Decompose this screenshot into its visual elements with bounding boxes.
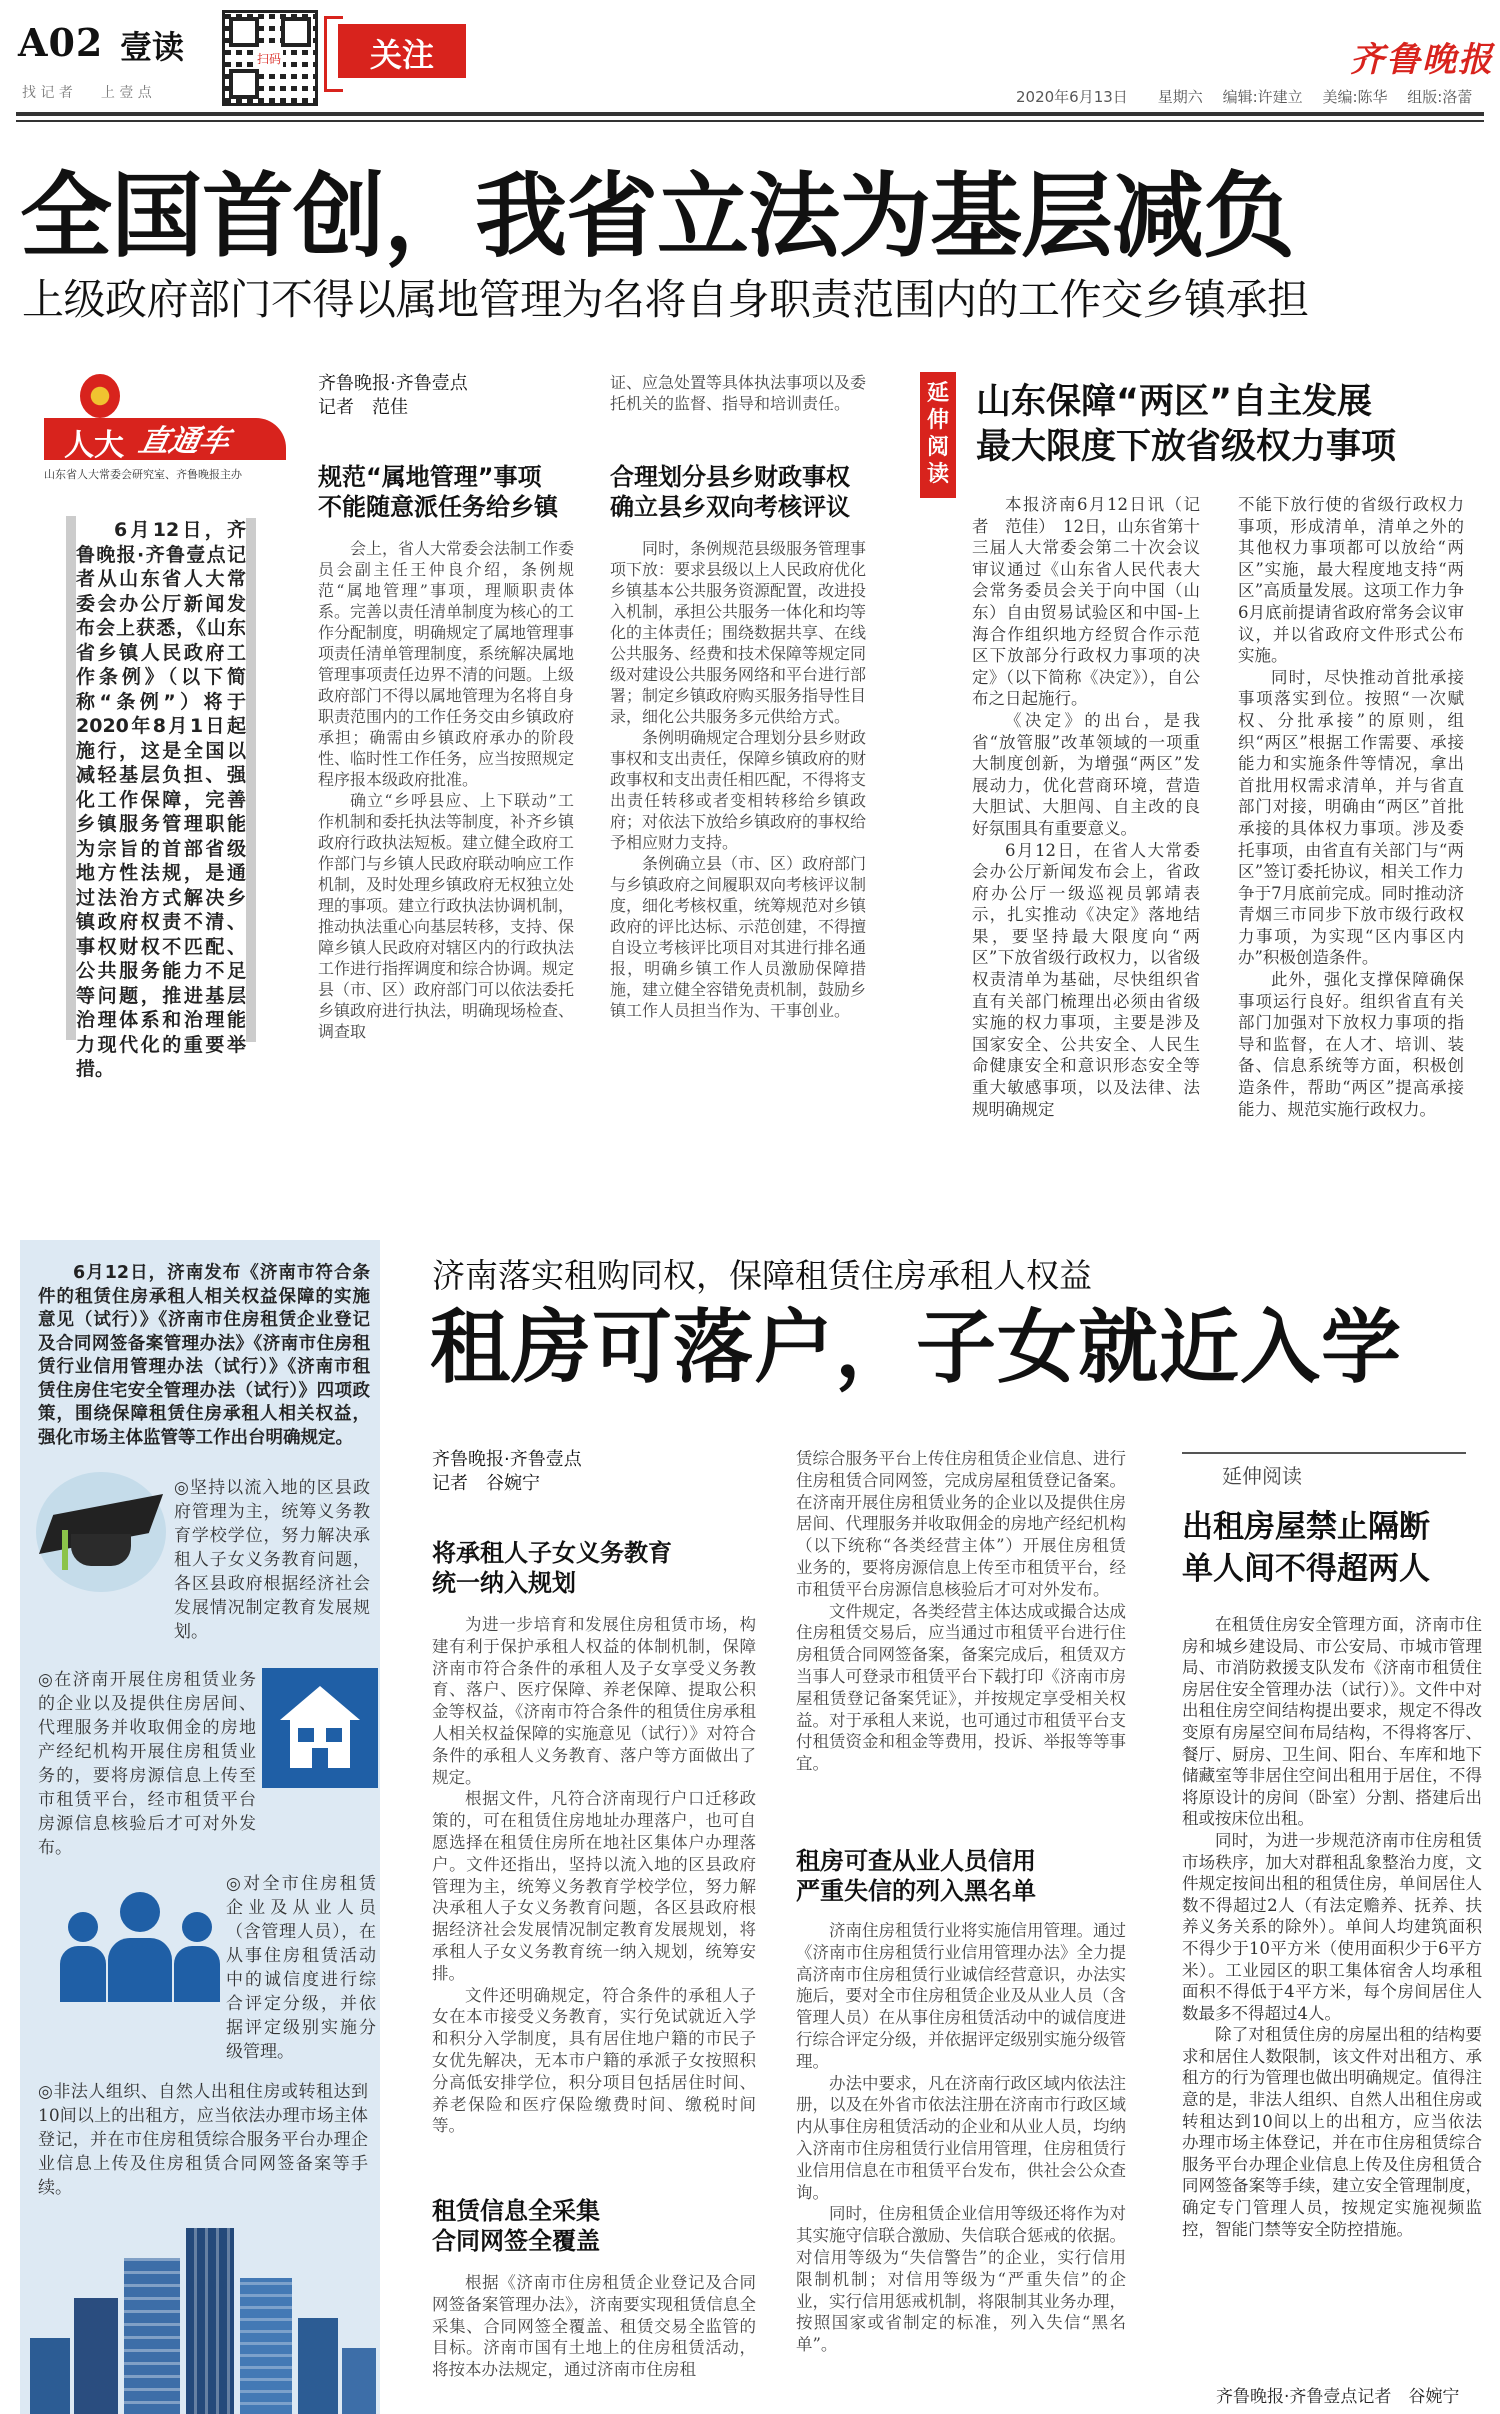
rental-text-col1b: 根据《济南市住房租赁企业登记及合同网签备案管理办法》，济南要实现租赁信息全采集、合同网签全覆盖、租赁交易全监管的目标。济南市国有土地上的住房租赁活动，将按本办法规定，通过济南市住房租 bbox=[432, 2273, 756, 2380]
ext2-byline: 齐鲁晚报·齐鲁壹点记者 谷婉宁 bbox=[1216, 2387, 1460, 2407]
date-line bbox=[1016, 86, 1472, 107]
rental-byline: 齐鲁晚报·齐鲁壹点 记者 谷婉宁 bbox=[432, 1449, 582, 1494]
rental-title: 租房可落户，子女就近入学 bbox=[430, 1301, 1402, 1394]
editor: 编辑:许建立 bbox=[1222, 88, 1303, 106]
people-icon bbox=[60, 1892, 220, 2002]
ext2-tag-frame bbox=[1182, 1452, 1466, 1490]
section-sub-label: 找 记 者 上 壹 点 bbox=[22, 85, 152, 101]
channel-tag-label: 关注 bbox=[369, 36, 434, 74]
ext1-tag bbox=[920, 372, 956, 498]
npc-logo-text: 人大 bbox=[64, 428, 124, 463]
ext1-text-2: 不能下放行使的省级行政权力事项，形成清单，清单之外的其他权力事项都可以放给“两区”实施，最大程度地支持“两区”高质量发展。这项工作力争6月底前提请省政府常务会议审议，并以省政府文件形式公布实施。 同时，尽快推动首批承接事项落实到位。按照“一次赋权、分批承接”的原则，组织“两区”根据工作需要、承接能力和实施条件等情况，拿出首批用权需求清单，并与省直部门对接，明确由“两区”首批承接的具体权力事项。涉及委托事项，由省直有关部门与“两区”签订委托协议，相关工作力争于7月底前完成。同时推动济青烟三市同步下放市级行政权力事项，为实现“区内事区内办”积极创造条件。 此外，强化支撑保障确保事项运行良好。组织省直有关部门加强对下放权力事项的指导和监督，在人才、培训、装备、信息系统等方面，积极创造条件，帮助“两区”提高承接能力、规范实施行政权力。 bbox=[1238, 495, 1464, 1119]
rental-bullet-1: ◎坚持以流入地的区县政府管理为主，统筹义务教育学校学位，努力解决承租人子女义务教育问题，各区县政府根据经济社会发展情况制定教育发展规划。 bbox=[174, 1478, 370, 1642]
graduation-cap-icon bbox=[36, 1472, 166, 1592]
article1-subhead-1: 规范“属地管理”事项 不能随意派任务给乡镇 bbox=[318, 463, 558, 521]
ext2-tag: 延伸阅读 bbox=[1222, 1464, 1302, 1488]
article1-text-2: 证、应急处置等具体执法事项以及委托机关的监督、指导和培训责任。 bbox=[610, 373, 867, 413]
ext1-tag-label: 延伸阅读 bbox=[926, 381, 949, 487]
header-rule-thin bbox=[16, 120, 1484, 122]
section-divider bbox=[0, 1172, 1500, 1202]
article1-text-3: 同时，条例规范县级服务管理事项下放：要求县级以上人民政府优化乡镇基本公共服务资源配置，改进投入机制，承担公共服务一体化和均等化的主体责任；围绕数据共享、在线公共服务、经费和技术保障等规定同级对建设公共服务网络和平台进行部署；制定乡镇政府购买服务指导性目录，细化公共服务多元供给方式。 条例明确规定合理划分县乡财政事权和支出责任，保障乡镇政府的财政事权和支出责任相匹配，不得将支出责任转移或者变相转移给乡镇政府；对依法下放给乡镇政府的事权给予相应财力支持。 条例确立县（市、区）政府部门与乡镇政府之间履职双向考核评议制度，细化考核权重，统筹规范对乡镇政府的评比达标、示范创建，不得擅自设立考核评比项目对其进行排名通报，明确乡镇工作人员激励保障措施，建立健全容错免责机制，鼓励乡镇工作人员担当作为、干事创业。 bbox=[610, 539, 867, 1020]
qr-label: 扫码 bbox=[255, 49, 283, 68]
ext2-text: 在租赁住房安全管理方面，济南市住房和城乡建设局、市公安局、市城市管理局、市消防救援支队发布《济南市租赁住房居住安全管理办法（试行）》。文件中对出租住房空间结构提出要求，规定不得改变原有房屋空间布局结构，不得将客厅、餐厅、厨房、卫生间、阳台、车库和地下储藏室等非居住空间出租用于居住，不得将原设计的房间（卧室）分割、搭建后出租或按床位出租。 同时，为进一步规范济南市住房租赁市场秩序，加大对群租乱象整治力度，文件规定按间出租的租赁住房，单间居住人数不得超过2人（有法定赡养、抚养、扶养义务关系的除外）。单间人均建筑面积不得少于10平方米（使用面积少于6平方米）。工业园区的职工集体宿舍人均承租面积不得低于4平方米，每个房间居住人数最多不得超过4人。 除了对租赁住房的房屋出租的结构要求和居住人数限制，该文件对出租方、承租方的行为管理也做出明确规定。值得注意的是，非法人组织、自然人出租住房或转租达到10间以上的出租方，应当依法办理市场主体登记，并在市住房租赁综合服务平台办理企业信息上传及住房租赁合同网签备案等手续，建立安全管理制度，确定专门管理人员，按规定实施视频监控，智能门禁等安全防控措施。 bbox=[1182, 1615, 1482, 2239]
house-icon bbox=[262, 1668, 378, 1788]
channel-tag bbox=[338, 24, 466, 78]
rental-text-col1: 为进一步培育和发展住房租赁市场，构建有利于保护承租人权益的体制机制，保障济南市符合条件的承租人及子女享受义务教育、落户、医疗保障、养老保障、提取公积金等权益，《济南市符合条件的租赁住房承租人相关权益保障的实施意见（试行）》对符合条件的承租人义务教育、落户等方面做出了规定。 根据文件，凡符合济南现行户口迁移政策的，可在租赁住房地址办理落户，也可自愿选择在租赁住房所在地社区集体户办理落户。文件还指出，坚持以流入地的区县政府管理为主，统筹义务教育学校学位，努力解决承租人子女义务教育问题，各区县政府根据经济社会发展情况制定教育发展规划，将承租人子女义务教育统一纳入规划，统筹安排。 文件还明确规定，符合条件的承租人子女在本市接受义务教育，实行免试就近入学和积分入学制度，具有居住地户籍的市民子女优先解决，无本市户籍的承派子女按照积分高低安排学位，积分项目包括居住时间、养老保险和医疗保险缴费时间、缴税时间等。 bbox=[432, 1615, 756, 2136]
article1-text-1: 会上，省人大常委会法制工作委员会副主任王仲良介绍，条例规范“属地管理”事项，理顺职责体系。完善以责任清单制度为核心的工作分配制度，明确规定了属地管理事项责任清单管理制度，系统解决属地管理事项责任边界不清的问题。上级政府部门不得以属地管理为名将自身职责范围内的工作任务交由乡镇政府承担；确需由乡镇政府承办的阶段性、临时性工作任务，应当按照规定程序报本级政府批准。 确立“乡呼县应、上下联动”工作机制和委托执法等制度，补齐乡镇政府行政执法短板。建立健全政府工作部门与乡镇人民政府联动响应工作机制，及时处理乡镇政府无权独立处理的事项。建立行政执法协调机制，推动执法重心向基层转移，支持、保障乡镇人民政府对辖区内的行政执法工作进行指挥调度和综合协调。规定县（市、区）政府部门可以依法委托乡镇政府进行执法，明确现场检查、调查取 bbox=[318, 539, 575, 1041]
section-name: 壹读 bbox=[120, 28, 185, 66]
art-editor: 美编:陈华 bbox=[1322, 88, 1388, 106]
rental-bullet-4: ◎非法人组织、自然人出租住房或转租达到10间以上的出租方，应当依法办理市场主体登记，并在市住房租赁综合服务平台办理企业信息上传及住房租赁合同网签备案等手续。 bbox=[38, 2082, 368, 2198]
npc-logo-script: 直通车 bbox=[135, 424, 233, 459]
rental-subhead-1: 将承租人子女义务教育 统一纳入规划 bbox=[432, 1539, 672, 1597]
npc-logo-caption: 山东省人大常委会研究室、齐鲁晚报主办 bbox=[44, 468, 242, 481]
ext2-title: 出租房屋禁止隔断 单人间不得超两人 bbox=[1182, 1509, 1430, 1587]
qr-code[interactable] bbox=[222, 10, 318, 106]
rental-overline: 济南落实租购同权，保障租赁住房承租人权益 bbox=[432, 1256, 1092, 1295]
city-buildings-icon bbox=[20, 2228, 380, 2414]
article1-subhead-2: 合理划分县乡财政事权 确立县乡双向考核评议 bbox=[610, 463, 850, 521]
main-headline: 全国首创，我省立法为基层减负 bbox=[20, 163, 1295, 270]
npc-lead-bar bbox=[66, 516, 76, 1040]
main-subtitle: 上级政府部门不得以属地管理为名将自身职责范围内的工作交乡镇承担 bbox=[22, 275, 1309, 324]
npc-lead-paragraph: 6月12日，齐鲁晚报·齐鲁壹点记者从山东省人大常委会办公厅新闻发布会上获悉，《山东省乡镇人民政府工作条例》（以下简称“条例”）将于2020年8月1日起施行，这是全国以减轻基层负担、强化工作保障，完善乡镇服务管理职能为宗旨的首部省级地方性法规，是通过法治方式解决乡镇政府权责不清、事权财权不匹配、公共服务能力不足等问题，推进基层治理体系和治理能力现代化的重要举措。 bbox=[76, 519, 246, 1080]
rental-text-col2: 赁综合服务平台上传住房租赁企业信息、进行住房租赁合同网签，完成房屋租赁登记备案。在济南开展住房租赁业务的企业以及提供住房居间、代理服务并收取佣金的房地产经纪机构（以下统称“各类经营主体”）开展住房租赁业务的，要将房源信息上传至市租赁平台，经市租赁平台房源信息核验后才可对外发布。 文件规定，各类经营主体达成或撮合达成住房租赁交易后，应当通过市租赁平台进行住房租赁合同网签备案，备案完成后，租赁双方当事人可登录市租赁平台下载打印《济南市房屋租赁登记备案凭证》，并按规定享受相关权益。对于承租人来说，也可通过市租赁平台支付租赁资金和租金等费用，投诉、举报等等事宜。 bbox=[796, 1449, 1126, 1774]
paper-name-logo: 齐鲁晚报 bbox=[1350, 40, 1494, 80]
rental-bullet-2: ◎在济南开展住房租赁业务的企业以及提供住房居间、代理服务并收取佣金的房地产经纪机构开展住房租赁业务的，要将房源信息上传至市租赁平台，经市租赁平台房源信息核验后才可对外发布。 bbox=[38, 1670, 256, 1858]
national-emblem-icon bbox=[80, 374, 120, 418]
rental-text-col2b: 济南住房租赁行业将实施信用管理。通过《济南市住房租赁行业信用管理办法》全力提高济南市住房租赁行业诚信经营意识，办法实施后，要对全市住房租赁企业及从业人员（含管理人员）在从事住房租赁活动中的诚信度进行综合评定分级，并依据评定级别实施分级管理。 办法中要求，凡在济南行政区域内依法注册，以及在外省市依法注册在济南市行政区域内从事住房租赁活动的企业和从业人员，均纳入济南市住房租赁行业信用管理，住房租赁行业信用信息在市租赁平台发布，供社会公众查询。 同时，住房租赁企业信用等级还将作为对其实施守信联合激励、失信联合惩戒的依据。对信用等级为“失信警告”的企业，实行信用限制机制；对信用等级为“严重失信”的企业，实行信用惩戒机制，将限制其业务办理，按照国家或省制定的标准，列入失信“黑名单”。 bbox=[796, 1921, 1126, 2355]
issue-date: 2020年6月13日 星期六 bbox=[1016, 88, 1203, 106]
header-rule bbox=[16, 112, 1484, 116]
npc-logo bbox=[44, 372, 286, 484]
rental-subhead-2: 租赁信息全采集 合同网签全覆盖 bbox=[432, 2197, 600, 2255]
rental-bullet-3: ◎对全市住房租赁企业及从业人员（含管理人员），在从事住房租赁活动中的诚信度进行综合评定分级，并依据评定级别实施分级管理。 bbox=[226, 1874, 376, 2062]
page-number: A02 bbox=[18, 20, 104, 65]
article1-byline: 齐鲁晚报·齐鲁壹点 记者 范佳 bbox=[318, 373, 468, 418]
proof-editor: 组版:洛蕾 bbox=[1407, 88, 1473, 106]
rental-side-lead: 6月12日，济南发布《济南市符合条件的租赁住房承租人相关权益保障的实施意见（试行）》《济南市住房租赁企业登记及合同网签备案管理办法》《济南市住房租赁行业信用管理办法（试行）》《济南市租赁住房住宅安全管理办法（试行）》四项政策，围绕保障租赁住房承租人相关权益，强化市场主体监管等工作出台明确规定。 bbox=[38, 1263, 370, 1448]
ext1-title: 山东保障“两区”自主发展 最大限度下放省级权力事项 bbox=[976, 382, 1397, 467]
rental-subhead-3: 租房可查从业人员信用 严重失信的列入黑名单 bbox=[796, 1847, 1036, 1905]
ext1-text-1: 本报济南6月12日讯（记者 范佳） 12日，山东省第十三届人大常委会第二十次会议审议通过《山东省人民代表大会常务委员会关于向中国（山东）自由贸易试验区和中国-上海合作组织地方经贸合作示范区下放部分行政权力事项的决定》（以下简称《决定》），自公布之日起施行。 《决定》的出台，是我省“放管服”改革领域的一项重大制度创新，为增强“两区”发展动力，优化营商环境，营造大胆试、大胆闯、自主改的良好氛围具有重要意义。 6月12日，在省人大常委会办公厅新闻发布会上，省政府办公厅一级巡视员郭靖表示，扎实推动《决定》落地结果，要坚持最大限度向“两区”下放省级行政权力，以省级权责清单为基础，尽快组织省直有关部门梳理出必须由省级实施的权力事项，主要是涉及国家安全、公共安全、人民生命健康安全和意识形态安全等重大敏感事项，以及法律、法规明确规定 bbox=[972, 495, 1200, 1119]
page-header bbox=[0, 0, 1500, 110]
